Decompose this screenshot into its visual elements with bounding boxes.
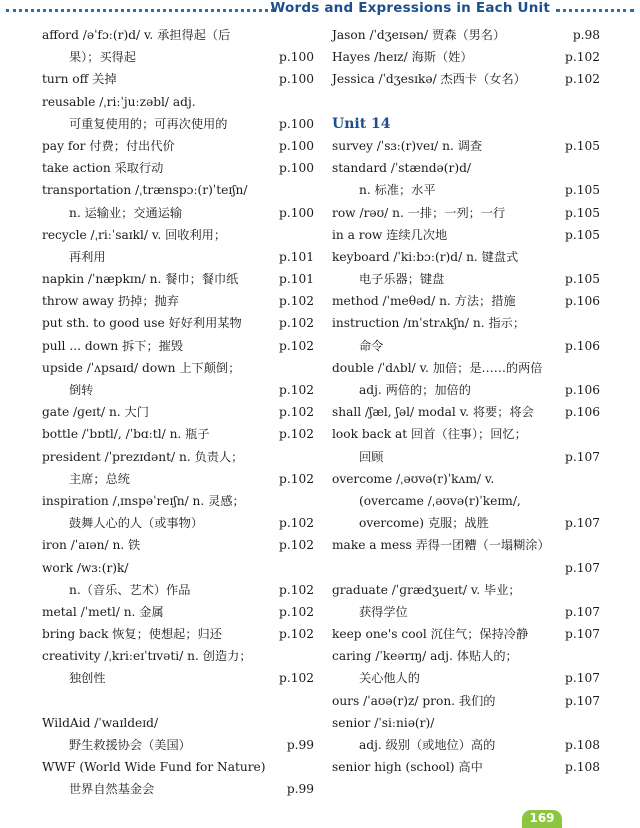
vocab-line: [332, 357, 600, 379]
right-column: [332, 24, 600, 778]
entry-text: (overcame /ˌəʊvə(r)ˈkeɪm/,: [359, 493, 521, 508]
page-reference: p.102: [279, 405, 314, 420]
vocab-line: [332, 645, 600, 667]
vocab-line: [332, 135, 600, 157]
unit-heading: [332, 113, 600, 135]
page-reference: p.107: [565, 671, 600, 686]
page-reference: p.106: [565, 294, 600, 309]
vocab-line: [332, 512, 600, 534]
vocab-line: [42, 246, 314, 268]
entry-text: 果）；买得起: [69, 50, 137, 65]
entry-text: metal /ˈmetl/ n. 金属: [42, 604, 164, 619]
entry-text: 主席；总统: [69, 471, 130, 486]
vocab-line: [332, 756, 600, 778]
entry-text: 关心他人的: [359, 671, 420, 686]
vocab-line: [42, 135, 314, 157]
vocab-line: [332, 490, 600, 512]
entry-text: take action 采取行动: [42, 161, 164, 176]
vocab-line: [332, 579, 600, 601]
entry-text: instruction /ɪnˈstrʌkʃn/ n. 指示；: [332, 316, 526, 331]
page-reference: p.99: [286, 738, 314, 752]
entry-text: in a row 连续几次地: [332, 227, 448, 242]
vocab-line: [42, 712, 314, 734]
vocab-line: [42, 68, 314, 90]
vocab-line: [42, 512, 314, 534]
vocab-line: [42, 490, 314, 512]
page-number: 169: [522, 810, 562, 828]
page-reference: p.100: [279, 116, 314, 131]
entry-text: senior high (school) 高中: [332, 760, 483, 775]
vocab-line: [332, 690, 600, 712]
left-column: [42, 24, 314, 801]
entry-text: double /ˈdʌbl/ v. 加倍；是……的两倍: [332, 360, 543, 375]
header-dotted-rule-right: [556, 9, 634, 12]
vocab-line: [42, 446, 314, 468]
vocab-line: [332, 623, 600, 645]
page-reference: p.106: [565, 405, 600, 420]
vocab-line: [332, 446, 600, 468]
page-reference: p.102: [279, 383, 314, 397]
entry-text: 世界自然基金会: [69, 782, 155, 797]
vocab-line: [42, 756, 314, 778]
entry-text: 电子乐器；键盘: [359, 272, 445, 287]
vocab-line: [42, 645, 314, 667]
vocab-line: [42, 557, 314, 579]
entry-text: overcome) 克服；战胜: [359, 516, 489, 531]
page-reference: p.102: [279, 294, 314, 309]
vocab-line: [42, 623, 314, 645]
entry-text: Jason /ˈdʒeɪsən/ 贾森（男名）: [332, 28, 506, 42]
entry-text: inspiration /ˌɪnspəˈreɪʃn/ n. 灵感；: [42, 493, 245, 508]
page-reference: p.105: [565, 227, 600, 242]
entry-text: afford /əˈfɔː(r)d/ v. 承担得起（后: [42, 28, 231, 42]
vocab-line: [332, 224, 600, 246]
entry-text: make a mess 弄得一团糟（一塌糊涂）: [332, 538, 550, 553]
vocab-line: [332, 24, 600, 46]
page-reference: p.102: [565, 50, 600, 65]
vocab-line: [332, 202, 600, 224]
vocab-line: [42, 468, 314, 490]
vocab-line: [332, 157, 600, 179]
vocab-line: [332, 312, 600, 334]
entry-text: 命令: [359, 338, 384, 353]
page-reference: p.102: [279, 471, 314, 486]
entry-text: WildAid /ˈwaɪldeɪd/: [42, 715, 159, 730]
page-reference: p.106: [565, 338, 600, 353]
entry-text: 可重复使用的；可再次使用的: [69, 116, 228, 131]
entry-text: keyboard /ˈkiːbɔː(r)d/ n. 键盘式: [332, 249, 519, 264]
page-reference: p.102: [279, 582, 314, 597]
entry-text: transportation /ˌtrænspɔː(r)ˈteɪʃn/: [42, 183, 248, 198]
vocab-line: [332, 290, 600, 312]
vocab-line: [332, 179, 600, 201]
vocab-line: [332, 246, 600, 268]
vocab-line: [42, 778, 314, 800]
entry-text: creativity /ˌkriːeɪˈtɪvəti/ n. 创造力；: [42, 649, 252, 664]
page-reference: p.102: [279, 604, 314, 619]
entry-text: overcome /ˌəʊvə(r)ˈkʌm/ v.: [332, 471, 495, 486]
entry-text: ours /ˈaʊə(r)z/ pron. 我们的: [332, 693, 496, 708]
page-reference: p.105: [565, 183, 600, 198]
entry-text: row /rəʊ/ n. 一排；一列；一行: [332, 205, 506, 220]
page-reference: p.102: [279, 627, 314, 642]
header-title: Words and Expressions in Each Unit: [270, 0, 550, 16]
entry-text: 再利用: [69, 249, 106, 264]
vocab-line: [332, 91, 600, 113]
vocab-line: [42, 379, 314, 401]
vocab-line: [332, 401, 600, 423]
entry-text: graduate /ˈɡrædʒueɪt/ v. 毕业；: [332, 582, 521, 597]
vocab-line: [42, 734, 314, 756]
entry-text: bottle /ˈbɒtl/, /ˈbɑːtl/ n. 瓶子: [42, 427, 210, 442]
entry-text: iron /ˈaɪən/ n. 铁: [42, 538, 141, 553]
page-reference: p.102: [565, 72, 600, 87]
vocab-line: [42, 690, 314, 712]
entry-text: look back at 回首（往事）；回忆；: [332, 427, 527, 442]
vocab-line: [42, 157, 314, 179]
entry-text: throw away 扔掉；抛弃: [42, 294, 179, 309]
vocab-line: [42, 179, 314, 201]
entry-text: senior /ˈsiːniə(r)/: [332, 715, 435, 730]
vocab-line: [42, 579, 314, 601]
entry-text: survey /ˈsɜː(r)veɪ/ n. 调查: [332, 138, 483, 153]
vocab-line: [42, 667, 314, 689]
entry-text: n. 标准；水平: [359, 183, 436, 198]
page-reference: p.100: [279, 161, 314, 176]
entry-text: president /ˈprezɪdənt/ n. 负责人；: [42, 449, 244, 464]
entry-text: recycle /ˌriːˈsaɪkl/ v. 回收利用；: [42, 227, 227, 242]
entry-text: adj. 两倍的；加倍的: [359, 383, 471, 397]
page-reference: p.107: [565, 516, 600, 531]
page-reference: p.107: [565, 693, 600, 708]
vocab-line: [332, 335, 600, 357]
page-reference: p.107: [565, 604, 600, 619]
page-reference: p.107: [565, 627, 600, 642]
entry-text: shall /ʃæl, ʃəl/ modal v. 将要；将会: [332, 405, 534, 420]
entry-text: standard /ˈstændə(r)d/: [332, 161, 472, 176]
entry-text: work /wɜː(r)k/: [42, 560, 129, 575]
page-reference: p.100: [279, 138, 314, 153]
entry-text: upside /ˈʌpsaɪd/ down 上下颠倒；: [42, 360, 241, 375]
vocab-line: [42, 401, 314, 423]
page-reference: p.108: [565, 738, 600, 752]
vocab-line: [42, 268, 314, 290]
vocab-line: [332, 268, 600, 290]
vocab-line: [42, 46, 314, 68]
entry-text: keep one's cool 沉住气；保持冷静: [332, 627, 529, 642]
vocab-line: [42, 113, 314, 135]
vocab-line: [332, 667, 600, 689]
page-reference: p.100: [279, 50, 314, 65]
page-reference: p.101: [279, 249, 314, 264]
page-reference: p.100: [279, 205, 314, 220]
vocab-line: [332, 712, 600, 734]
page-reference: p.102: [279, 671, 314, 686]
page-reference: p.102: [279, 427, 314, 442]
vocab-line: [332, 601, 600, 623]
page-header: [0, 0, 640, 20]
entry-text: put sth. to good use 好好利用某物: [42, 316, 242, 331]
entry-text: Unit 14: [332, 115, 391, 132]
vocab-line: [42, 290, 314, 312]
entry-text: WWF (World Wide Fund for Nature): [42, 760, 266, 775]
entry-text: 倒转: [69, 383, 94, 397]
page-reference: p.101: [279, 272, 314, 287]
page-reference: p.99: [286, 782, 314, 797]
entry-text: 获得学位: [359, 604, 408, 619]
page-reference: p.106: [565, 383, 600, 397]
vocab-line: [42, 312, 314, 334]
entry-text: n. 运输业；交通运输: [69, 205, 183, 220]
vocab-line: [42, 24, 314, 46]
vocab-line: [332, 557, 600, 579]
vocab-line: [332, 423, 600, 445]
page-reference: p.105: [565, 272, 600, 287]
entry-text: adj. 级别（或地位）高的: [359, 738, 496, 752]
vocab-line: [42, 202, 314, 224]
entry-text: napkin /ˈnæpkɪn/ n. 餐巾；餐巾纸: [42, 272, 239, 287]
entry-text: turn off 关掉: [42, 72, 117, 87]
page-reference: p.100: [279, 72, 314, 87]
entry-text: 鼓舞人心的人（或事物）: [69, 516, 204, 531]
vocab-line: [332, 734, 600, 756]
page-reference: p.102: [279, 538, 314, 553]
entry-text: Hayes /heɪz/ 海斯（姓）: [332, 50, 473, 65]
entry-text: Jessica /ˈdʒesɪkə/ 杰西卡（女名）: [332, 72, 526, 87]
header-dotted-rule-left: [6, 9, 274, 12]
vocab-line: [42, 534, 314, 556]
page-reference: p.98: [572, 28, 600, 42]
entry-text: gate /ɡeɪt/ n. 大门: [42, 405, 149, 420]
entry-text: 独创性: [69, 671, 106, 686]
entry-text: n.（音乐、艺术）作品: [69, 582, 191, 597]
vocab-line: [42, 601, 314, 623]
vocab-line: [332, 46, 600, 68]
vocab-line: [42, 357, 314, 379]
vocab-line: [42, 335, 314, 357]
page-reference: p.102: [279, 516, 314, 531]
page-reference: p.102: [279, 338, 314, 353]
page-reference: p.107: [565, 449, 600, 464]
vocab-line: [332, 468, 600, 490]
page-reference: p.105: [565, 205, 600, 220]
entry-text: 野生救援协会（美国）: [69, 738, 191, 752]
entry-text: method /ˈmeθəd/ n. 方法；措施: [332, 294, 516, 309]
entry-text: bring back 恢复；使想起；归还: [42, 627, 222, 642]
vocab-line: [42, 423, 314, 445]
entry-text: caring /ˈkeərɪŋ/ adj. 体贴人的；: [332, 649, 518, 664]
entry-text: pull ... down 拆下；摧毁: [42, 338, 184, 353]
vocab-line: [332, 68, 600, 90]
vocab-line: [332, 534, 600, 556]
entry-text: 回顾: [359, 449, 384, 464]
entry-text: pay for 付费；付出代价: [42, 138, 175, 153]
page-reference: p.108: [565, 760, 600, 775]
page-reference: p.107: [565, 560, 600, 575]
entry-text: reusable /ˌriːˈjuːzəbl/ adj.: [42, 94, 196, 109]
page-reference: p.105: [565, 138, 600, 153]
vocab-line: [42, 91, 314, 113]
vocab-line: [332, 379, 600, 401]
page-reference: p.102: [279, 316, 314, 331]
vocab-line: [42, 224, 314, 246]
